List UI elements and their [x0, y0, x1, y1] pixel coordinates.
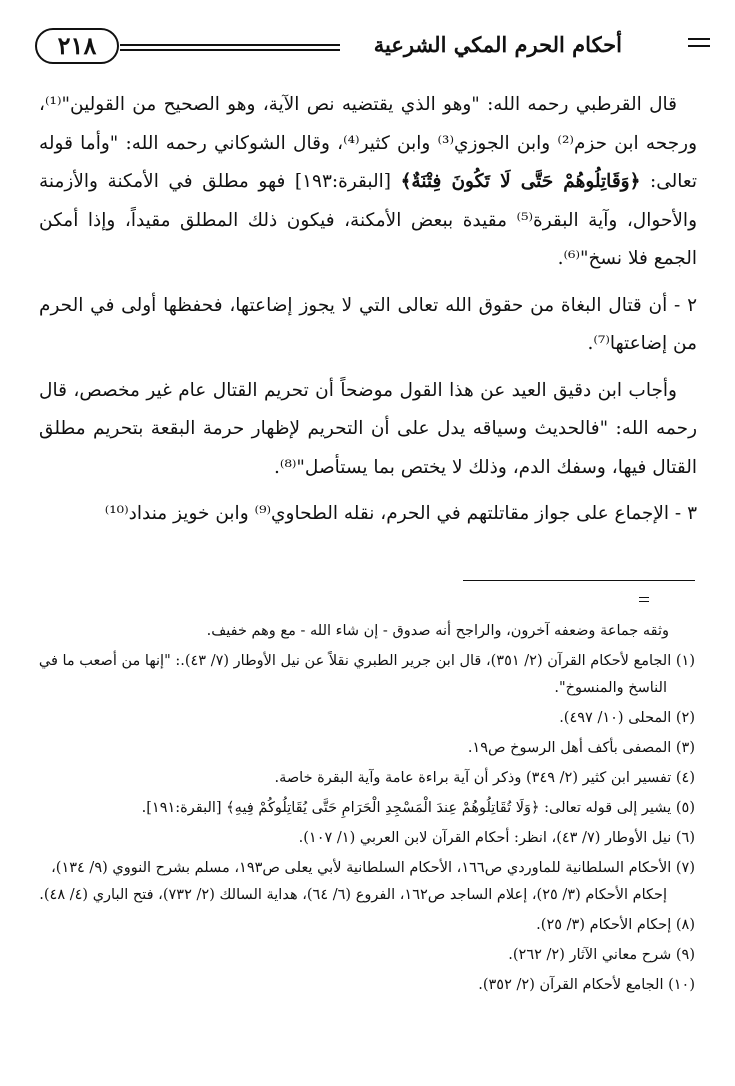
footnote-item: (٤) تفسير ابن كثير (٢/ ٣٤٩) وذكر أن آية براءة عامة وآية البقرة خاصة. [274, 770, 695, 786]
paragraph-2: ٢ - أن قتال البغاة من حقوق الله تعالى التي لا يجوز إضاعتها، فحفظها أولى في الحرم من إضاعتها⁽⁷⁾. [39, 294, 697, 354]
footnote-item: (٨) إحكام الأحكام (٣/ ٢٥). [536, 917, 695, 933]
header-rule [120, 44, 340, 46]
header-ornament [688, 38, 710, 52]
page-header [30, 28, 710, 68]
header-rule [120, 49, 340, 51]
footnote-item: (٥) يشير إلى قوله تعالى: ﴿وَلَا تُقَاتِلُوهُمْ عِندَ الْمَسْجِدِ الْحَرَامِ حَتَّى يُقَاتِلُوكُمْ فِيهِ﴾ [البقرة:١٩١]. [141, 800, 695, 816]
main-text [39, 86, 697, 542]
quran-verse: ﴿وَقَاتِلُوهُمْ حَتَّى لَا تَكُونَ فِتْنَةٌ﴾ [400, 171, 641, 192]
running-title: أحكام الحرم المكي الشرعية [373, 32, 622, 57]
footnote-item: (٢) المحلى (١٠/ ٤٩٧). [559, 710, 695, 726]
footnote-item: (٦) نيل الأوطار (٧/ ٤٣)، انظر: أحكام القرآن لابن العربي (١/ ١٠٧). [298, 830, 695, 846]
footnote-item: (٣) المصفى بأكف أهل الرسوخ ص١٩. [467, 740, 695, 756]
footnote-item: (٧) الأحكام السلطانية للماوردي ص١٦٦، الأحكام السلطانية لأبي يعلى ص١٩٣، مسلم بشرح النووي (٩/ ١٣٤)، إحكام الأحكام (٣/ ٢٥)، إعلام الساجد ص١٦٢، الفروع (٦/ ٦٤)، هداية السالك (٢/ ٧٣٢)، فتح الباري (٤/ ٤٨). [39, 860, 695, 903]
footnote-continuation-mark [639, 597, 649, 605]
footnote-item: (١٠) الجامع لأحكام القرآن (٢/ ٣٥٢). [478, 977, 695, 993]
page-number: ٢١٨ [35, 28, 119, 64]
footnotes [35, 618, 695, 1002]
paragraph-1-rest: [البقرة:١٩٣] فهو مطلق في الأمكنة والأزمنة والأحوال، وآية البقرة⁽⁵⁾ مقيدة ببعض الأمكنة، فيكون ذلك المطلق مقيداً، وإذا أمكن الجمع فلا نسخ"⁽⁶⁾. [39, 171, 698, 269]
footnote-continuation: وثقه جماعة وضعفه آخرون، والراجح أنه صدوق - إن شاء الله - مع وهم خفيف. [206, 623, 669, 639]
paragraph-1-text: قال القرطبي رحمه الله: "وهو الذي يقتضيه نص الآية، وهو الصحيح من القولين"⁽¹⁾، ورجحه ابن حزم⁽²⁾ وابن الجوزي⁽³⁾ وابن كثير⁽⁴⁾، وقال الشوكاني رحمه الله: "وأما قوله تعالى: [39, 94, 698, 192]
paragraph-4: ٣ - الإجماع على جواز مقاتلتهم في الحرم، نقله الطحاوي⁽⁹⁾ وابن خويز منداد⁽¹⁰⁾ [104, 503, 697, 524]
footnote-separator [463, 580, 695, 581]
paragraph-1 [39, 86, 697, 279]
footnote-item: (١) الجامع لأحكام القرآن (٢/ ٣٥١)، قال ابن جرير الطبري نقلاً عن نيل الأوطار (٧/ ٤٣).: "إنها من أصعب ما في الناسخ والمنسوخ". [38, 653, 695, 696]
footnote-item: (٩) شرح معاني الآثار (٢/ ٢٦٢). [508, 947, 695, 963]
paragraph-3: وأجاب ابن دقيق العيد عن هذا القول موضحاً أن تحريم القتال عام غير مخصص، قال رحمه الله: "فالحديث وسياقه يدل على أن التحريم لإظهار حرمة البقعة بتحريم مطلق القتال فيها، وسفك الدم، وذلك لا يختص بما يستأصل"⁽⁸⁾. [39, 379, 697, 478]
